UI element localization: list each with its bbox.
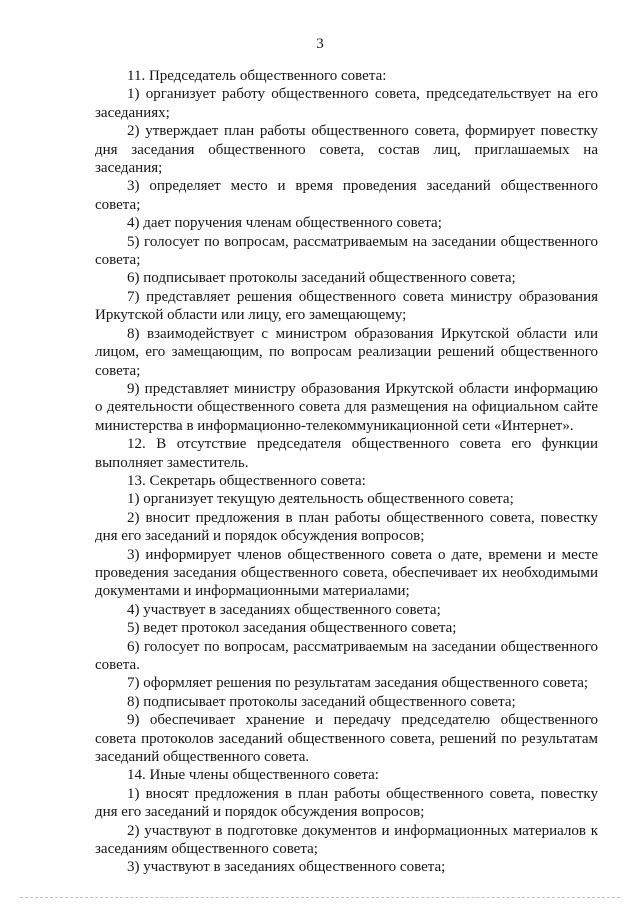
paragraph-13-item-4: 4) участвует в заседаниях общественного совета; — [127, 601, 441, 618]
paragraph-11-item-7: 7) представляет решения общественного совета министру образования Иркутской области или лицу, его замещающему; — [95, 288, 598, 324]
paragraph-14-item-1: 1) вносят предложения в план работы общественного совета, повестку дня его заседаний и порядок обсуждения вопросов; — [95, 785, 598, 821]
paragraph-13-heading: 13. Секретарь общественного совета: — [127, 472, 366, 489]
paragraph-11-heading: 11. Председатель общественного совета: — [127, 68, 387, 84]
paragraph-14-heading: 14. Иные члены общественного совета: — [127, 767, 379, 784]
paragraph-13-item-3: 3) информирует членов общественного совета о дате, времени и месте проведения заседания общественного совета, обеспечивает их необходимыми документами и информационными материалами; — [95, 546, 598, 600]
paragraph-13-item-5: 5) ведет протокол заседания общественного совета; — [127, 620, 457, 637]
paragraph-11-item-2: 2) утверждает план работы общественного совета, формирует повестку дня заседания общественного совета, состав лиц, приглашаемых на заседания; — [95, 123, 598, 177]
paragraph-11-item-3: 3) определяет место и время проведения заседаний общественного совета; — [95, 178, 598, 213]
paragraph-11-item-9: 9) представляет министру образования Иркутской области информацию о деятельности общественного совета для размещения на официальном сайте министерства в информационно-телекоммуникационной сети «Интернет». — [95, 380, 598, 434]
paragraph-11-item-8: 8) взаимодействует с министром образования Иркутской области или лицом, его замещающим, по вопросам реализации решений общественного совета; — [95, 325, 598, 379]
paragraph-13-item-6: 6) голосует по вопросам, рассматриваемым на заседании общественного совета. — [95, 638, 598, 673]
paragraph-13-item-1: 1) организует текущую деятельность общественного совета; — [127, 491, 514, 508]
page-number: 3 — [316, 36, 324, 52]
paragraph-13-item-7: 7) оформляет решения по результатам заседания общественного совета; — [127, 675, 589, 692]
paragraph-12: 12. В отсутствие председателя общественного совета его функции выполняет заместитель. — [95, 436, 598, 471]
paragraph-13-item-8: 8) подписывает протоколы заседаний общественного совета; — [127, 693, 516, 710]
paragraph-14-item-3: 3) участвуют в заседаниях общественного совета; — [127, 859, 446, 876]
paragraph-11-item-6: 6) подписывает протоколы заседаний общественного совета; — [127, 270, 516, 287]
paragraph-11-item-1: 1) организует работу общественного совета, председательствует на его заседаниях; — [95, 86, 598, 121]
paragraph-14-item-2: 2) участвуют в подготовке документов и информационных материалов к заседаниям общественного совета; — [95, 822, 598, 858]
paragraph-13-item-2: 2) вносит предложения в план работы общественного совета, повестку дня его заседаний и порядок обсуждения вопросов; — [95, 509, 598, 545]
scan-footer-line — [20, 897, 620, 899]
paragraph-11-item-4: 4) дает поручения членам общественного совета; — [127, 215, 442, 232]
paragraph-13-item-9: 9) обеспечивает хранение и передачу председателю общественного совета протоколов заседаний общественного совета, решений по результатам заседаний общественного совета. — [95, 712, 598, 766]
document-body — [95, 67, 598, 877]
paragraph-11-item-5: 5) голосует по вопросам, рассматриваемым на заседании общественного совета; — [95, 233, 598, 269]
